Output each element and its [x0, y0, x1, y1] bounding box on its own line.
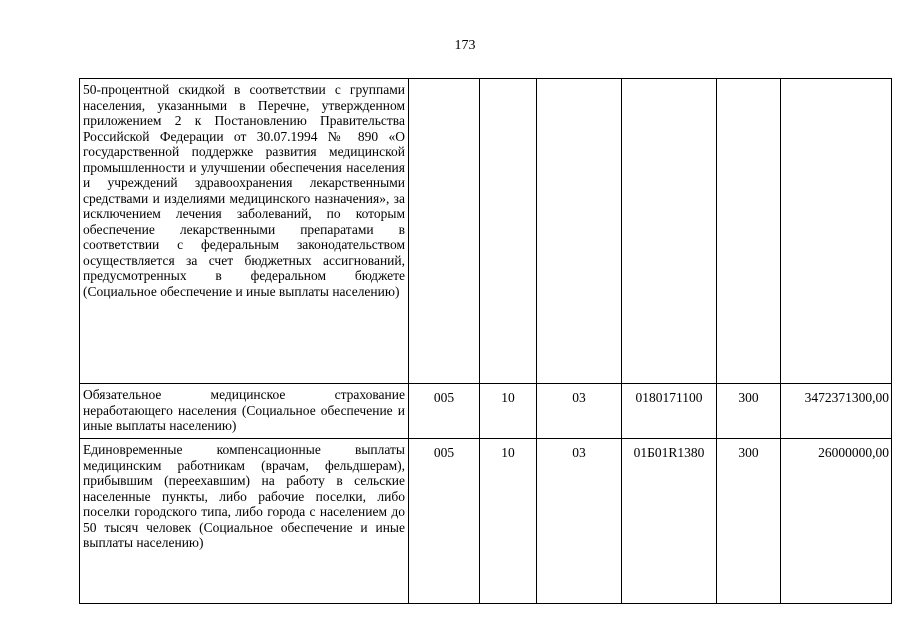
section-code: 10 [480, 439, 537, 604]
amount-value: 3472371300,00 [781, 384, 892, 439]
table-row [80, 384, 892, 439]
expense-type-code: 300 [717, 384, 781, 439]
subsection-code: 03 [537, 439, 622, 604]
target-article-code: 01Б01R1380 [622, 439, 717, 604]
amount-value: 26000000,00 [781, 439, 892, 604]
page-number: 173 [454, 38, 476, 53]
section-code: 10 [480, 384, 537, 439]
amount-value [781, 79, 892, 384]
subsection-code [537, 79, 622, 384]
expense-type-code: 300 [717, 439, 781, 604]
ministry-code: 005 [409, 384, 480, 439]
row-description: Единовременные компенсационные выплаты медицинским работникам (врачам, фельдшерам), прибывшим (переехавшим) на работу в сельские населенные пункты, либо рабочие поселки, либо поселки городского типа, либо города с населением до 50 тысяч человек (Социальное обеспечение и иные выплаты населению) [80, 439, 409, 604]
target-article-code [622, 79, 717, 384]
row-description: Обязательное медицинское страхование неработающего населения (Социальное обеспечение и иные выплаты населению) [80, 384, 409, 439]
table-row [80, 439, 892, 604]
table-row [80, 79, 892, 384]
section-code [480, 79, 537, 384]
target-article-code: 0180171100 [622, 384, 717, 439]
expense-type-code [717, 79, 781, 384]
budget-table [79, 78, 892, 604]
ministry-code [409, 79, 480, 384]
ministry-code: 005 [409, 439, 480, 604]
row-description: 50-процентной скидкой в соответствии с группами населения, указанными в Перечне, утвержденном приложением 2 к Постановлению Правительства Российской Федерации от 30.07.1994 № 890 «О государственной поддержке развития медицинской промышленности и улучшении обеспечения населения и учреждений здравоохранения лекарственными средствами и изделиями медицинского назначения», за исключением лечения заболеваний, по которым обеспечение лекарственными препаратами в соответствии с федеральным законодательством осуществляется за счет бюджетных ассигнований, предусмотренных в федеральном бюджете (Социальное обеспечение и иные выплаты населению) [80, 79, 409, 384]
subsection-code: 03 [537, 384, 622, 439]
